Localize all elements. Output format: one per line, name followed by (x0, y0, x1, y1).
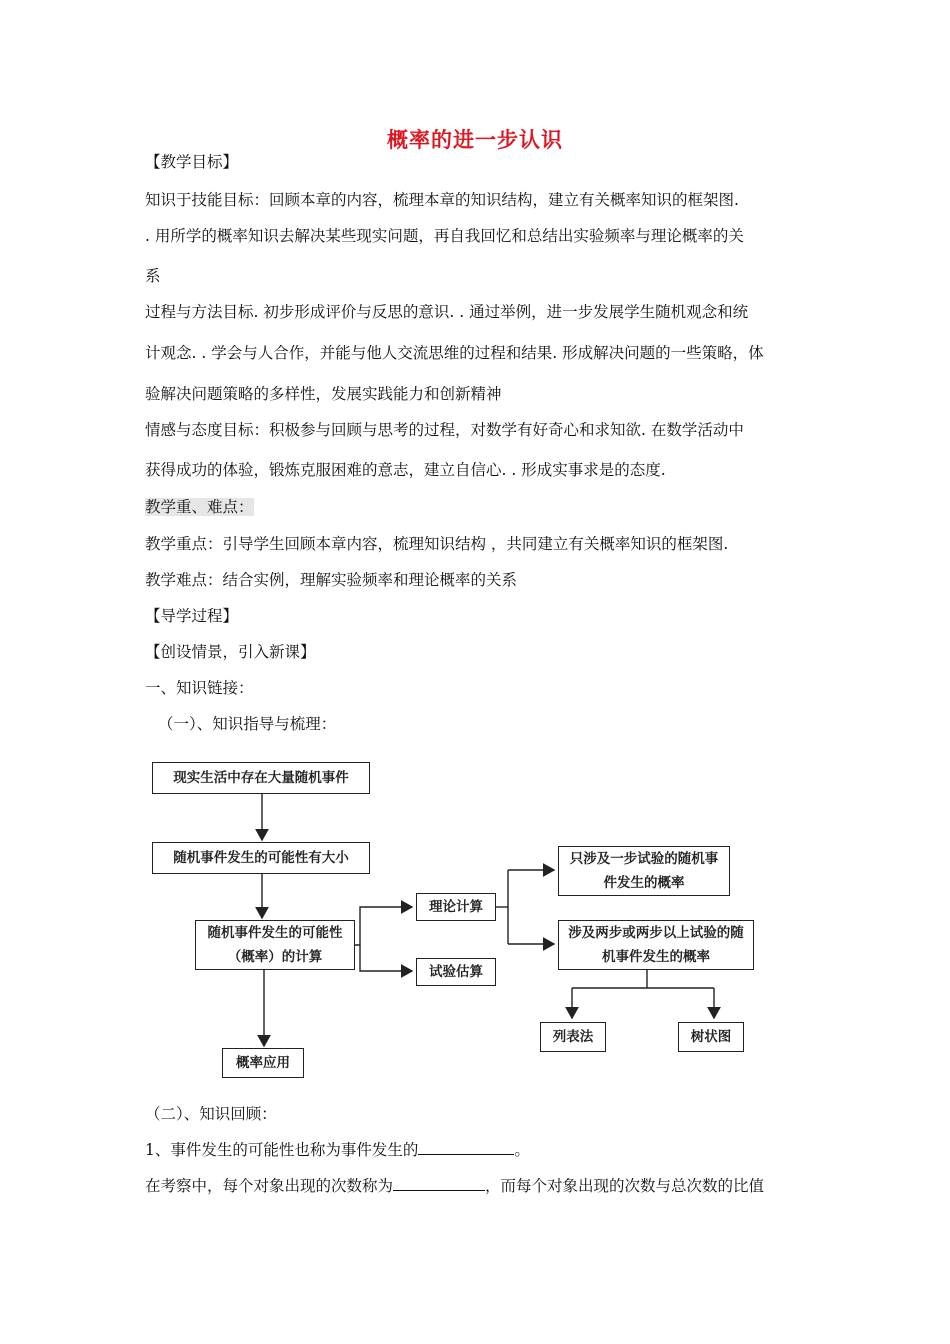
knowledge-goal-line-3: 系 (145, 267, 161, 285)
flow-node-theoretical-calculation: 理论计算 (416, 893, 496, 921)
section-guided-process: 【导学过程】 (145, 607, 239, 625)
knowledge-goal-line: 知识于技能目标：回顾本章的内容，梳理本章的知识结构，建立有关概率知识的框架图. (145, 191, 739, 209)
flow-node-multi-step-probability: 涉及两步或两步以上试验的随机事件发生的概率 (558, 920, 754, 970)
question-1-text: 1、事件发生的可能性也称为事件发生的 (145, 1141, 419, 1159)
process-goal-line-2: 计观念. . 学会与人合作，并能与他人交流思维的过程和结果. 形成解决问题的一些策略，体 (145, 344, 764, 362)
question-2-suffix: ，而每个对象出现的次数与总次数的比值 (485, 1177, 765, 1195)
flow-node-one-step-probability: 只涉及一步试验的随机事件发生的概率 (558, 846, 730, 896)
flow-node-random-events: 现实生活中存在大量随机事件 (152, 762, 370, 794)
flow-node-tree-diagram: 树状图 (678, 1022, 744, 1052)
question-2-blank[interactable] (393, 1176, 485, 1191)
process-goal-line-3: 验解决问题策略的多样性，发展实践能力和创新精神 (145, 385, 502, 403)
flow-node-probability-application: 概率应用 (222, 1048, 304, 1078)
subsection-two-heading: （二）、知识回顾： (145, 1105, 277, 1123)
subsection-one-heading: （一）、知识指导与梳理： (158, 715, 337, 733)
flow-node-probability-calculation: 随机事件发生的可能性（概率）的计算 (195, 920, 355, 970)
difficult-point-line: 教学难点：结合实例，理解实验频率和理论概率的关系 (145, 571, 518, 589)
flow-node-table-method: 列表法 (540, 1022, 606, 1052)
knowledge-link-heading: 一、知识链接： (145, 679, 254, 697)
section-scenario: 【创设情景，引入新课】 (145, 643, 316, 661)
question-1 (145, 1140, 530, 1160)
question-1-blank[interactable] (418, 1140, 514, 1155)
question-1-suffix: 。 (514, 1141, 530, 1159)
key-point-line: 教学重点：引导学生回顾本章内容，梳理知识结构 ，共同建立有关概率知识的框架图. (145, 535, 729, 553)
document-title: 概率的进一步认识 (387, 128, 563, 152)
question-2-text: 在考察中，每个对象出现的次数称为 (145, 1177, 394, 1195)
flow-node-possibility-size: 随机事件发生的可能性有大小 (152, 842, 370, 874)
key-difficult-heading: 教学重、难点： (145, 498, 254, 516)
attitude-goal-line-2: 获得成功的体验，锻炼克服困难的意志，建立自信心. . 形成实事求是的态度. (145, 461, 666, 479)
attitude-goal-line: 情感与态度目标：积极参与回顾与思考的过程，对数学有好奇心和求知欲. 在数学活动中 (145, 421, 744, 439)
section-teaching-goals: 【教学目标】 (145, 153, 239, 171)
process-goal-line: 过程与方法目标. 初步形成评价与反思的意识. . 通过举例，进一步发展学生随机观念和统 (145, 303, 749, 321)
flow-node-experimental-estimation: 试验估算 (416, 958, 496, 986)
question-2 (145, 1176, 764, 1196)
knowledge-flowchart (140, 752, 820, 1092)
knowledge-goal-line-2: . 用所学的概率知识去解决某些现实问题，再自我回忆和总结出实验频率与理论概率的关 (145, 227, 744, 245)
